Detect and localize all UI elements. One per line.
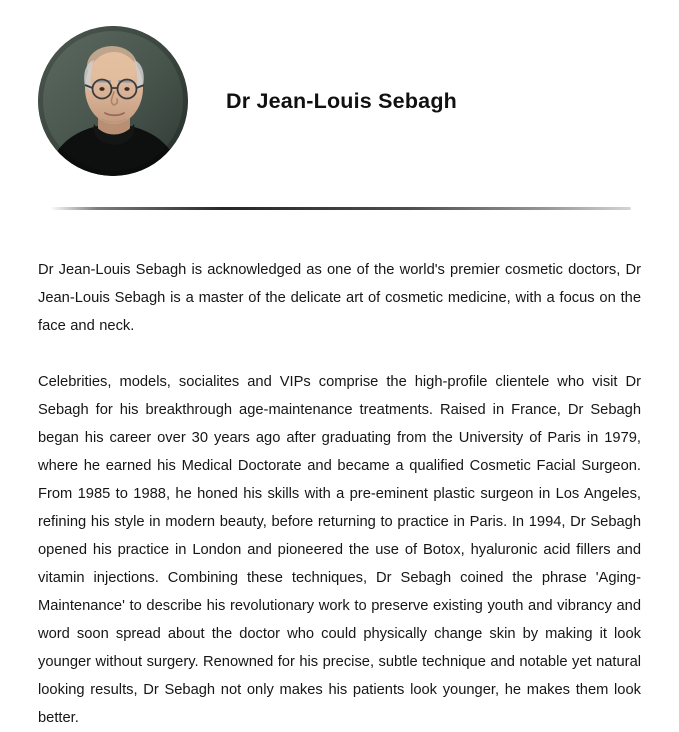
avatar: [38, 26, 188, 176]
paragraph: Celebrities, models, socialites and VIPs comprise the high-profile clientele who visit Dr Sebagh for his breakthrough age-maintenance treatments. Raised in France, Dr Sebagh began his career over 30 years ago after graduating from the University of Paris in 1979, where he earned his Medical Doctorate and became a qualified Cosmetic Facial Surgeon. From 1985 to 1988, he honed his skills with a pre-eminent plastic surgeon in Los Angeles, refining his style in modern beauty, before returning to practice in Paris. In 1994, Dr Sebagh opened his practice in London and pioneered the use of Botox, hyaluronic acid fillers and vitamin injections. Combining these techniques, Dr Sebagh coined the phrase 'Aging-Maintenance' to describe his revolutionary work to preserve existing youth and vibrancy and word soon spread about the doctor who could physically change skin by making it look younger without surgery. Renowned for his precise, subtle technique and notable yet natural looking results, Dr Sebagh not only makes his patients look younger, he makes them look better.: [38, 374, 641, 726]
paragraph: Dr Jean-Louis Sebagh is acknowledged as one of the world's premier cosmetic doctors, Dr Jean-Louis Sebagh is a master of the delicate art of cosmetic medicine, with a focus on the face and neck.: [38, 262, 641, 334]
biography-body: [0, 256, 679, 732]
horizontal-rule: [50, 207, 631, 210]
portrait-photo-icon: [38, 26, 188, 176]
divider-container: [0, 207, 679, 210]
page-title: Dr Jean-Louis Sebagh: [226, 88, 457, 113]
profile-header: [0, 0, 679, 176]
